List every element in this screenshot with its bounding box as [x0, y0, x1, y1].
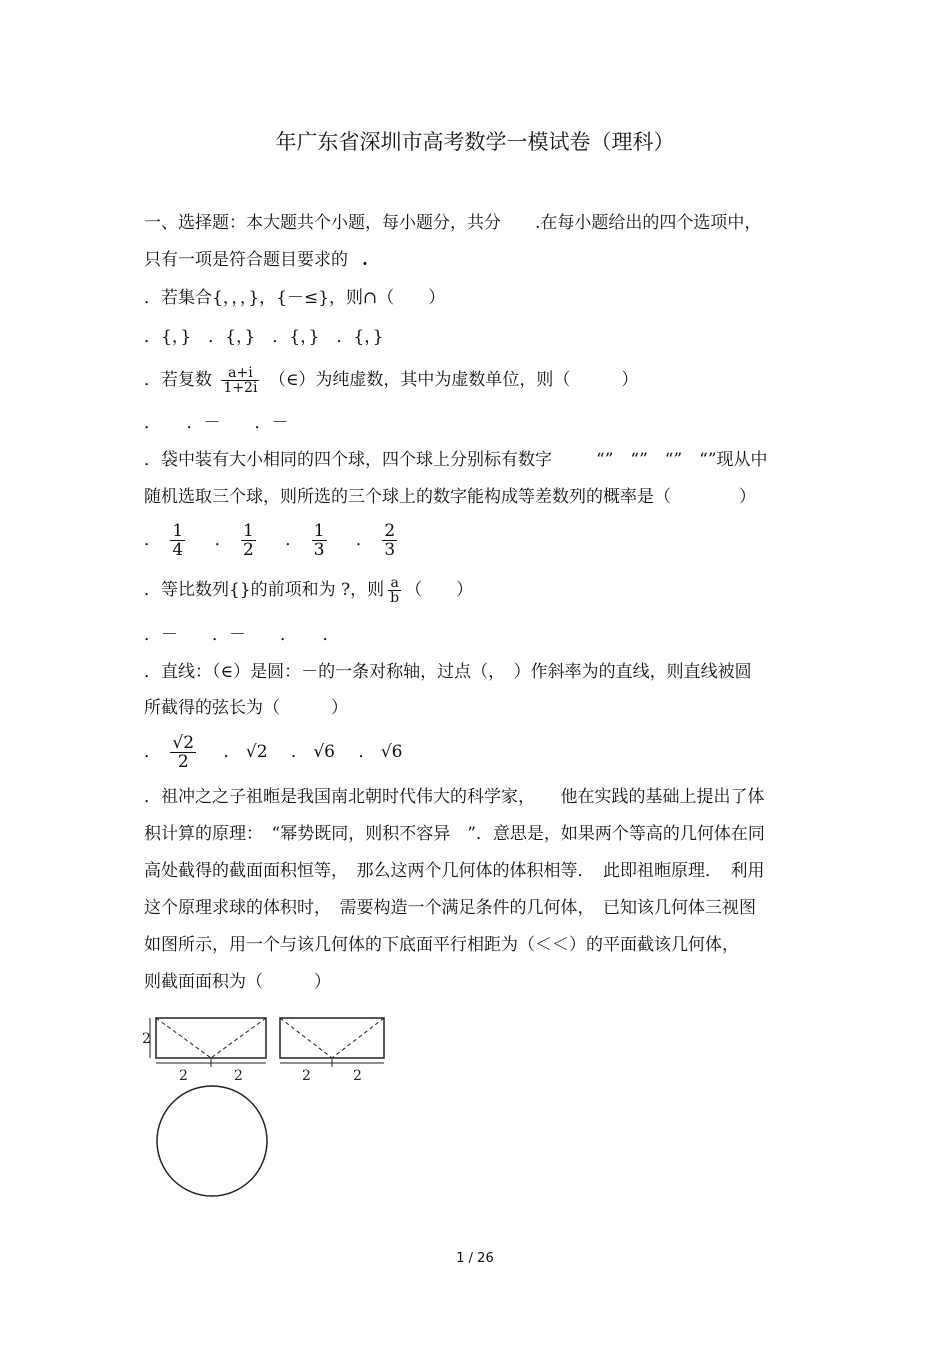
question-6-line5: 如图所示，用一个与该几何体的下底面平行相距为（＜＜）的平面截该几何体， — [144, 935, 739, 955]
question-3-stem-line1 — [144, 449, 768, 471]
question-1-stem: ．若集合{，，，}，{－≤}，则∩（ ） — [144, 288, 446, 308]
section-heading-text2: 只有一项是符合题目要求的 — [144, 250, 348, 270]
question-5-stem-line1: ．直线：（∈）是圆：－的一条对称轴，过点（， ）作斜率为的直线，则直线被圆 — [144, 662, 752, 682]
question-2-stem — [144, 360, 638, 400]
fraction-numerator: a — [388, 576, 401, 591]
question-6-line6: 则截面面积为（ ） — [144, 972, 331, 992]
question-6-line3: 高处截得的截面面积恒等， 那么这两个几何体的体积相等． 此即祖暅原理． 利用 — [144, 861, 765, 881]
question-6-line1: ．祖冲之之子祖暅是我国南北朝时代伟大的科学家， 他在实践的基础上提出了体 — [144, 787, 765, 807]
option-b-radical: √2 — [245, 742, 268, 762]
section-heading-period: . — [362, 250, 368, 270]
fraction-numerator: 2 — [384, 521, 396, 541]
question-2-post: （∈）为纯虚数，其中为虚数单位，则（ ） — [268, 370, 639, 390]
question-3-options — [144, 520, 401, 560]
front-view-dashed-left — [156, 1018, 211, 1058]
option-a-fraction — [170, 522, 185, 559]
fraction-numerator: 1 — [172, 521, 184, 541]
question-5-options — [144, 730, 402, 774]
fraction-denominator: 2 — [177, 752, 189, 772]
dim-label-side-1: 2 — [302, 1068, 311, 1084]
fraction-numerator: a+i — [221, 366, 259, 381]
question-5-stem-line2: 所截得的弦长为（ ） — [144, 698, 348, 718]
fraction-numerator: √2 — [172, 733, 195, 753]
question-4-pre: ．等比数列{}的前项和为 ? — [144, 580, 351, 600]
section-heading-text-cont: .在每小题给出的四个选项中， — [535, 213, 762, 233]
fraction-numerator: 1 — [243, 521, 254, 541]
side-view-dashed-right — [332, 1018, 384, 1058]
top-view-circle — [157, 1086, 267, 1196]
front-view-rect — [156, 1018, 266, 1058]
question-4-stem — [144, 572, 473, 608]
option-marker: ． — [358, 742, 376, 762]
question-4-fraction — [388, 576, 401, 605]
section-heading-text: 一、选择题：本大题共个小题，每小题分，共分 — [144, 213, 501, 233]
front-view-dashed-right — [211, 1018, 266, 1058]
question-3-stem-b: “” “” “” “”现从中 — [596, 450, 768, 470]
section-heading-line2 — [144, 249, 368, 271]
option-marker: ． — [223, 742, 241, 762]
three-view-figure — [140, 1010, 400, 1205]
question-2-pre: ．若复数 — [144, 370, 212, 390]
option-d-radical: √6 — [380, 742, 403, 762]
page-number: 1 / 26 — [456, 1251, 494, 1266]
question-3-stem-line2: 随机选取三个球，则所选的三个球上的数字能构成等差数列的概率是（ ） — [144, 487, 756, 507]
option-marker: ． — [144, 530, 161, 550]
fraction-denominator: 4 — [172, 540, 184, 560]
question-4-post: （ ） — [405, 580, 474, 600]
fraction-denominator: b — [390, 590, 400, 606]
question-4-options: ．－ ．－ ． ． — [144, 625, 340, 645]
option-c-fraction — [312, 522, 327, 559]
option-b-fraction — [241, 522, 256, 559]
page-title: 年广东省深圳市高考数学一模试卷（理科） — [275, 130, 675, 154]
fraction-denominator: 1+2i — [223, 380, 258, 396]
fraction-denominator: 3 — [384, 540, 396, 560]
option-marker: ． — [285, 530, 303, 550]
question-6-line4: 这个原理求球的体积时， 需要构造一个满足条件的几何体， 已知该几何体三视图 — [144, 898, 756, 918]
side-view-rect — [280, 1018, 384, 1058]
option-d-fraction — [382, 522, 397, 559]
fraction-denominator: 2 — [243, 540, 254, 560]
fraction-numerator: 1 — [313, 521, 325, 541]
option-marker: ． — [144, 742, 161, 762]
question-6-line2: 积计算的原理： “幂势既同，则积不容异 ”．意思是，如果两个等高的几何体在同 — [144, 824, 765, 844]
question-2-options: ． ．－ ．－ — [144, 413, 289, 433]
question-3-stem-a: ．袋中装有大小相同的四个球，四个球上分别标有数字 — [144, 450, 552, 470]
option-marker: ． — [355, 530, 373, 550]
question-4-mid: ，则 — [350, 580, 385, 600]
question-2-fraction — [221, 366, 259, 395]
question-1-options: ．{，} ．{，} ．{，} ．{，} — [144, 327, 384, 347]
dim-label-side-2: 2 — [353, 1068, 362, 1084]
section-heading-line1 — [144, 212, 761, 234]
dim-label-front-1: 2 — [179, 1068, 188, 1084]
dim-label-left: 2 — [142, 1031, 151, 1047]
side-view-dashed-left — [280, 1018, 332, 1058]
dim-label-front-2: 2 — [234, 1068, 243, 1084]
fraction-denominator: 3 — [313, 540, 325, 560]
option-a-fraction — [170, 734, 196, 771]
option-marker: ． — [290, 742, 308, 762]
option-marker: ． — [214, 530, 232, 550]
option-c-radical: √6 — [313, 742, 335, 762]
